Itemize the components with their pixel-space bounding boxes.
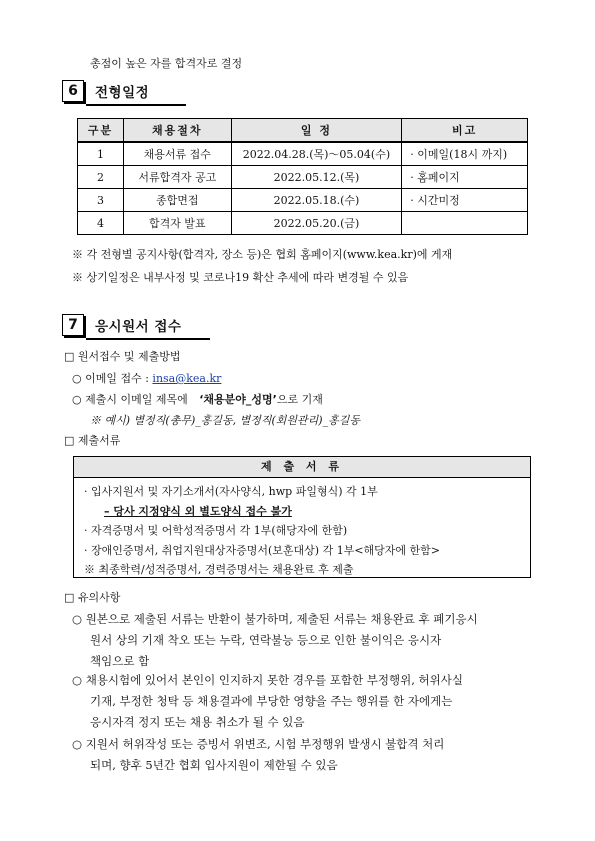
schedule-note: ※ 각 전형별 공지사항(합격자, 장소 등)은 협회 홈페이지(www.kea.kr)에 게재: [72, 248, 453, 261]
notice-line: ○ 채용시험에 있어서 본인이 인지하지 못한 경우를 포함한 부정행위, 허위사실: [72, 673, 463, 687]
intro-line: 총점이 높은 자를 합격자로 결정: [90, 57, 243, 70]
cell-note: · 홈페이지: [402, 166, 528, 189]
doc-item: · 장애인증명서, 취업지원대상자증명서(보훈대상) 각 1부<해당자에 한함>: [84, 544, 441, 557]
table-row: [78, 166, 528, 189]
cell-date: 2022.05.18.(수): [231, 189, 402, 212]
table-row: [78, 189, 528, 212]
notice-line: ○ 원본으로 제출된 서류는 반환이 불가하며, 제출된 서류는 채용완료 후 폐기응시: [72, 612, 478, 626]
col-header-process: 채용절차: [123, 119, 231, 143]
section-7-title: 응시원서 접수: [95, 319, 182, 335]
doc-item-note: – 당사 지정양식 외 별도양식 접수 불가: [104, 505, 292, 518]
cell-no: 2: [78, 166, 124, 189]
section-7-underline: [86, 338, 210, 340]
cell-date: 2022.04.28.(목)～05.04(수): [231, 142, 402, 166]
email-label: ○ 이메일 접수 :: [72, 372, 153, 385]
cell-note: [402, 212, 528, 235]
subject-label: ○ 제출시 이메일 제목에: [72, 393, 192, 406]
schedule-note: ※ 상기일정은 내부사정 및 코로나19 확산 추세에 따라 변경될 수 있음: [72, 271, 409, 284]
cell-process: 종합면접: [123, 189, 231, 212]
subject-example: ※ 예시) 별정직(총무)_홍길동, 별정직(회원관리)_홍길동: [90, 414, 360, 427]
notice-line: 되며, 향후 5년간 협회 입사지원이 제한될 수 있음: [90, 758, 338, 772]
section-7-number: 7: [62, 314, 84, 336]
col-header-note: 비고: [402, 119, 528, 143]
cell-no: 1: [78, 142, 124, 166]
cell-process: 채용서류 접수: [123, 142, 231, 166]
section-6-title: 전형일정: [95, 85, 150, 101]
cell-process: 합격자 발표: [123, 212, 231, 235]
section-6-underline: [86, 104, 186, 106]
cell-note: · 이메일(18시 까지): [402, 142, 528, 166]
table-row: [78, 212, 528, 235]
notice-line: 기재, 부정한 청탁 등 채용결과에 부당한 영향을 주는 행위를 한 자에게는: [90, 694, 453, 708]
notice-line: 책임으로 함: [90, 654, 150, 668]
schedule-table: [77, 118, 528, 235]
table-row: [78, 142, 528, 166]
section-6-header: [62, 80, 182, 106]
section-6-number: 6: [62, 80, 84, 102]
cell-no: 4: [78, 212, 124, 235]
subject-format: ‘채용분야_성명’: [199, 393, 277, 406]
subject-line: [72, 391, 323, 407]
cell-process: 서류합격자 공고: [123, 166, 231, 189]
schedule-header-row: [78, 119, 528, 143]
email-line: [72, 370, 221, 386]
cell-note: · 시간미정: [402, 189, 528, 212]
col-header-date: 일 정: [231, 119, 402, 143]
notice-line: ○ 지원서 허위작성 또는 증빙서 위변조, 시험 부정행위 발생시 불합격 처리: [72, 737, 445, 751]
notice-line: 원서 상의 기재 착오 또는 누락, 연락불능 등으로 인한 불이익은 응시자: [90, 633, 442, 647]
notes-heading: □ 유의사항: [64, 591, 121, 604]
cell-no: 3: [78, 189, 124, 212]
documents-box-header: 제 출 서 류: [74, 457, 530, 478]
docs-heading: □ 제출서류: [64, 434, 121, 447]
col-header-no: 구분: [78, 119, 124, 143]
section-7-header: [62, 314, 212, 340]
cell-date: 2022.05.20.(금): [231, 212, 402, 235]
doc-item: · 자격증명서 및 어학성적증명서 각 1부(해당자에 한함): [84, 524, 348, 537]
email-link[interactable]: insa@kea.kr: [152, 372, 222, 385]
subject-suffix: 으로 기재: [276, 393, 323, 406]
method-heading: □ 원서접수 및 제출방법: [64, 350, 181, 363]
cell-date: 2022.05.12.(목): [231, 166, 402, 189]
doc-item: ※ 최종학력/성적증명서, 경력증명서는 채용완료 후 제출: [84, 563, 354, 576]
notice-line: 응시자격 정지 또는 채용 취소가 될 수 있음: [90, 715, 305, 729]
documents-box: [73, 456, 531, 578]
doc-item: · 입사지원서 및 자기소개서(자사양식, hwp 파일형식) 각 1부: [84, 485, 378, 498]
